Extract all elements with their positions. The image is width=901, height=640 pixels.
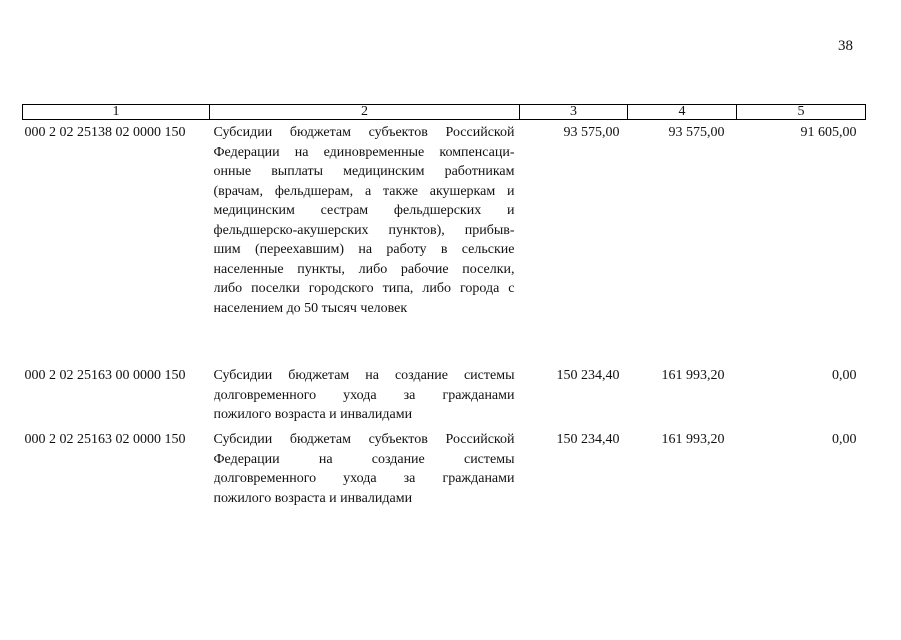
budget-code: 000 2 02 25163 00 0000 150 [24, 368, 186, 383]
description-line: онные выплаты медицинским работникам [213, 164, 515, 179]
description-line: населенные пункты, либо рабочие поселки, [213, 261, 515, 277]
column-header-4: 4 [628, 105, 737, 120]
value-col-4: 93 575,00 [668, 125, 725, 140]
description-line: населением до 50 тысяч человек [213, 300, 408, 316]
column-header-5: 5 [737, 105, 866, 120]
budget-code: 000 2 02 25163 02 0000 150 [24, 432, 186, 447]
value-col-3: 150 234,40 [556, 368, 620, 383]
description-line: Субсидии бюджетам субъектов Российской [213, 125, 515, 140]
description-line: шим (переехавшим) на работу в сельские [213, 242, 515, 257]
column-header-1: 1 [23, 105, 210, 120]
budget-code: 000 2 02 25138 02 0000 150 [24, 125, 186, 140]
description-line: фельдшерско-акушерских пунктов), прибыв- [213, 222, 515, 238]
description-line: пожилого возраста и инвалидами [213, 490, 413, 506]
subsidy-description [210, 430, 520, 510]
description-line: либо поселки городского типа, либо города с [213, 281, 515, 296]
table-row [23, 120, 866, 367]
subsidy-description [210, 120, 520, 367]
value-col-5: 91 605,00 [800, 125, 857, 140]
value-col-3: 150 234,40 [556, 432, 620, 447]
value-col-3: 93 575,00 [563, 125, 620, 140]
page-number: 38 [838, 38, 853, 54]
subsidy-description [210, 366, 520, 430]
value-col-4: 161 993,20 [661, 368, 725, 383]
table-row [23, 430, 866, 510]
description-line: медицинским сестрам фельдшерских и [213, 203, 515, 218]
description-line: Федерации на единовременные компенсаци- [213, 144, 515, 160]
table-header-row [23, 105, 866, 120]
value-col-4: 161 993,20 [661, 432, 725, 447]
column-header-2: 2 [210, 105, 520, 120]
description-line: долговременного ухода за гражданами [213, 471, 515, 486]
description-line: (врачам, фельдшерам, а также акушеркам и [213, 183, 515, 199]
description-line: Федерации на создание системы [213, 451, 515, 467]
table-row [23, 366, 866, 430]
budget-table [22, 104, 866, 510]
description-line: Субсидии бюджетам на создание системы [213, 368, 515, 383]
column-header-3: 3 [520, 105, 628, 120]
description-line: пожилого возраста и инвалидами [213, 407, 413, 422]
value-col-5: 0,00 [832, 368, 857, 383]
value-col-5: 0,00 [832, 432, 857, 447]
description-line: долговременного ухода за гражданами [213, 387, 515, 403]
description-line: Субсидии бюджетам субъектов Российской [213, 432, 515, 447]
